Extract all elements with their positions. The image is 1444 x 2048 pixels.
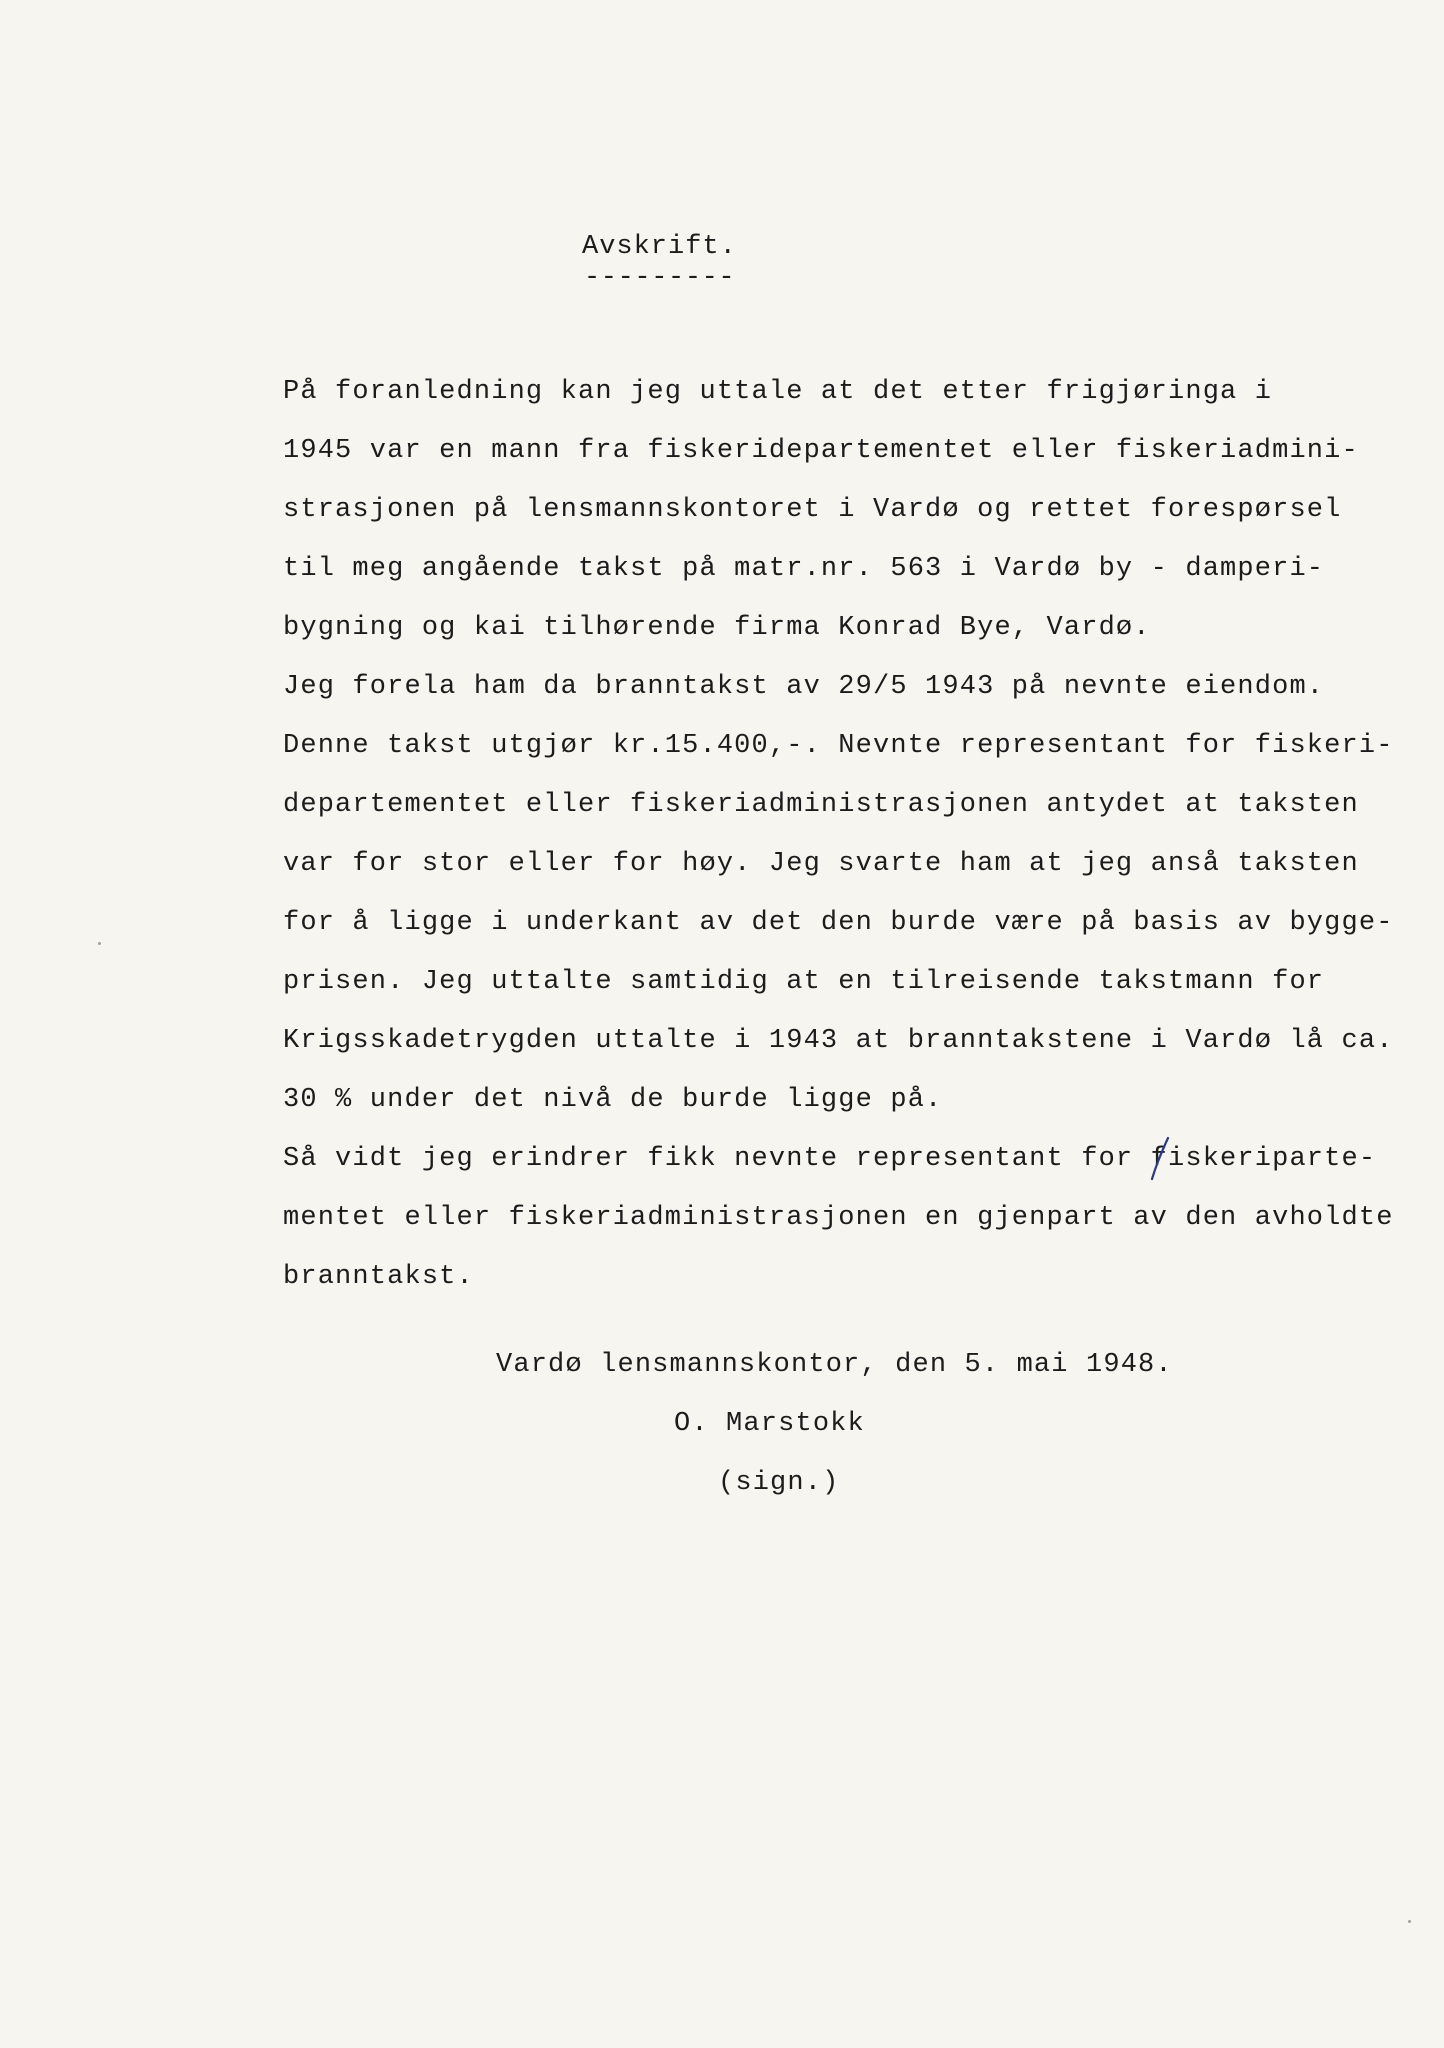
body-line: bygning og kai tilhørende firma Konrad Bye, Vardø. <box>283 613 1151 643</box>
body-line: strasjonen på lensmannskontoret i Vardø og rettet forespørsel <box>283 495 1342 525</box>
body-line: Denne takst utgjør kr.15.400,-. Nevnte representant for fiskeri- <box>283 731 1394 761</box>
body-line: Jeg forela ham da branntakst av 29/5 1943 på nevnte eiendom. <box>283 672 1325 702</box>
title-underline: --------- <box>584 263 736 293</box>
body-line: mentet eller fiskeriadministrasjonen en gjenpart av den avholdte <box>283 1203 1394 1233</box>
body-line: departementet eller fiskeriadministrasjonen antydet at taksten <box>283 790 1359 820</box>
signatory-name: O. Marstokk <box>674 1409 865 1439</box>
body-line: Så vidt jeg erindrer fikk nevnte representant for fiskeriparte- <box>283 1144 1377 1174</box>
body-line: 1945 var en mann fra fiskeridepartementet eller fiskeriadmini- <box>283 436 1359 466</box>
body-line: Krigsskadetrygden uttalte i 1943 at branntakstene i Vardø lå ca. <box>283 1026 1394 1056</box>
body-line: branntakst. <box>283 1262 474 1292</box>
body-line: til meg angående takst på matr.nr. 563 i Vardø by - damperi- <box>283 554 1325 584</box>
paper-speck <box>1408 1920 1411 1923</box>
place-and-date: Vardø lensmannskontor, den 5. mai 1948. <box>496 1350 1173 1380</box>
body-line: prisen. Jeg uttalte samtidig at en tilreisende takstmann for <box>283 967 1325 997</box>
paper-speck <box>98 942 101 945</box>
document-title: Avskrift. <box>582 232 737 262</box>
body-line: På foranledning kan jeg uttale at det etter frigjøringa i <box>283 377 1273 407</box>
body-line: 30 % under det nivå de burde ligge på. <box>283 1085 943 1115</box>
handwritten-correction-mark <box>1146 1135 1174 1183</box>
body-line: var for stor eller for høy. Jeg svarte ham at jeg anså taksten <box>283 849 1359 879</box>
signed-note: (sign.) <box>718 1468 840 1498</box>
body-line: for å ligge i underkant av det den burde være på basis av bygge- <box>283 908 1394 938</box>
